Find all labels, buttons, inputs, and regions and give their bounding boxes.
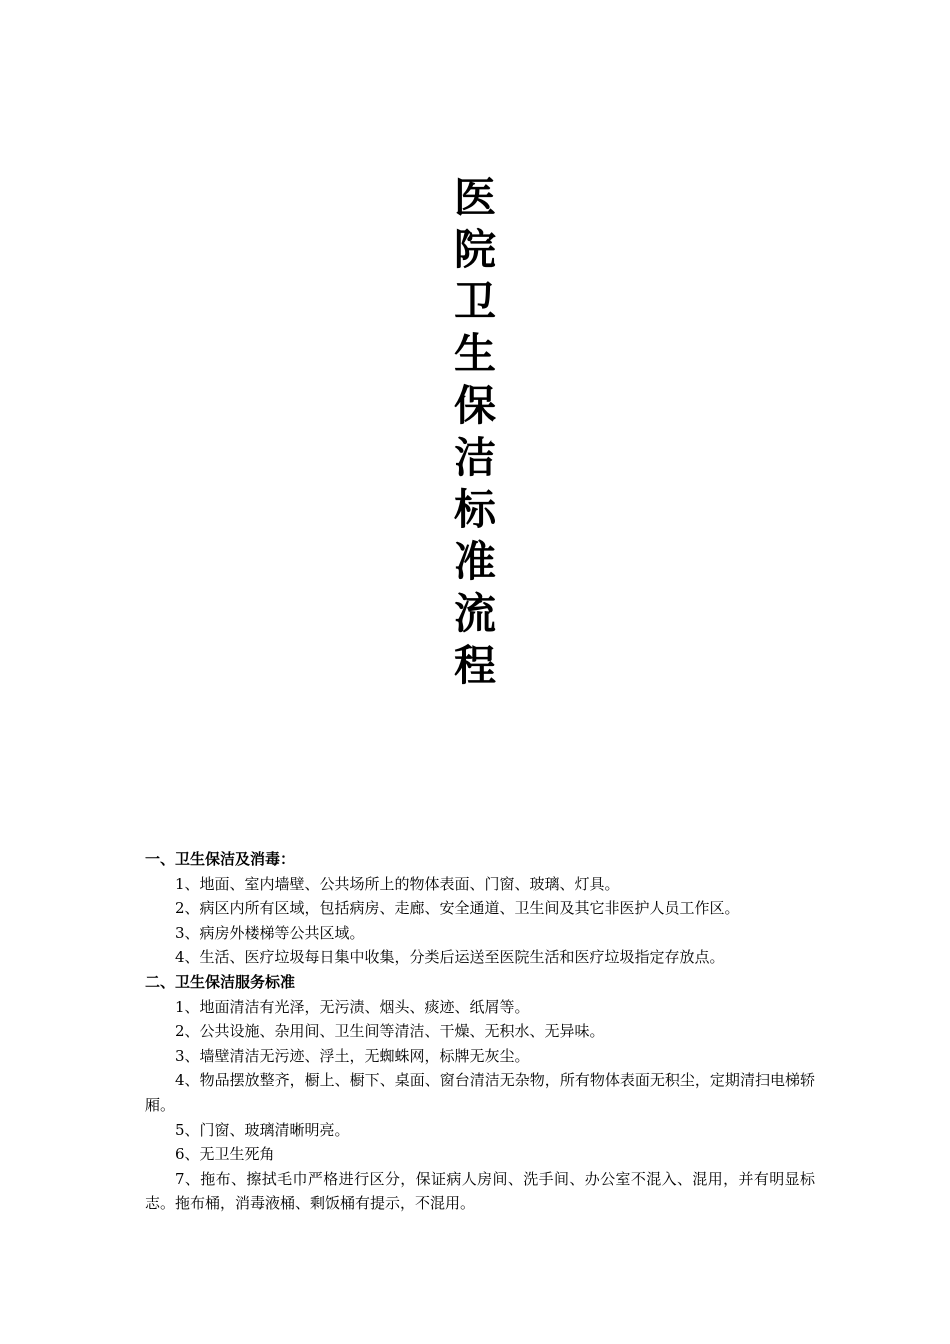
section-cleaning-disinfection bbox=[145, 847, 815, 970]
list-item: 4、生活、医疗垃圾每日集中收集，分类后运送至医院生活和医疗垃圾指定存放点。 bbox=[175, 948, 725, 967]
section-heading: 一、卫生保洁及消毒： bbox=[145, 850, 296, 868]
section-heading: 二、卫生保洁服务标准 bbox=[145, 972, 296, 991]
title-char: 保 bbox=[453, 381, 496, 430]
document-title bbox=[445, 172, 505, 692]
title-char: 院 bbox=[453, 225, 496, 274]
list-item: 1、地面、室内墙壁、公共场所上的物体表面、门窗、玻璃、灯具。 bbox=[175, 874, 620, 893]
title-char: 洁 bbox=[453, 433, 496, 482]
title-char: 生 bbox=[453, 329, 496, 378]
title-char: 卫 bbox=[453, 277, 496, 326]
list-item: 3、墙壁清洁无污迹、浮土，无蜘蛛网，标牌无灰尘。 bbox=[175, 1046, 530, 1065]
list-item: 5、门窗、玻璃清晰明亮。 bbox=[175, 1120, 350, 1139]
title-char: 医 bbox=[453, 173, 496, 222]
title-char: 程 bbox=[453, 641, 496, 690]
list-item: 6、无卫生死角 bbox=[175, 1145, 275, 1164]
document-body bbox=[145, 847, 815, 1216]
title-char: 流 bbox=[453, 589, 496, 638]
section-service-standards bbox=[145, 970, 815, 1216]
list-item: 1、地面清洁有光泽，无污渍、烟头、痰迹、纸屑等。 bbox=[175, 997, 530, 1016]
list-item: 4、物品摆放整齐，橱上、橱下、桌面、窗台清洁无杂物，所有物体表面无积尘，定期清扫电梯轿厢。 bbox=[145, 1071, 815, 1114]
list-item: 7、拖布、擦拭毛巾严格进行区分，保证病人房间、洗手间、办公室不混入、混用，并有明显标志。拖布桶，消毒液桶、剩饭桶有提示，不混用。 bbox=[145, 1169, 815, 1213]
title-char: 标 bbox=[453, 485, 496, 534]
title-char: 准 bbox=[453, 537, 496, 586]
list-item: 3、病房外楼梯等公共区域。 bbox=[175, 923, 365, 942]
list-item: 2、病区内所有区域，包括病房、走廊、安全通道、卫生间及其它非医护人员工作区。 bbox=[175, 899, 740, 918]
list-item: 2、公共设施、杂用间、卫生间等清洁、干燥、无积水、无异味。 bbox=[175, 1022, 605, 1041]
